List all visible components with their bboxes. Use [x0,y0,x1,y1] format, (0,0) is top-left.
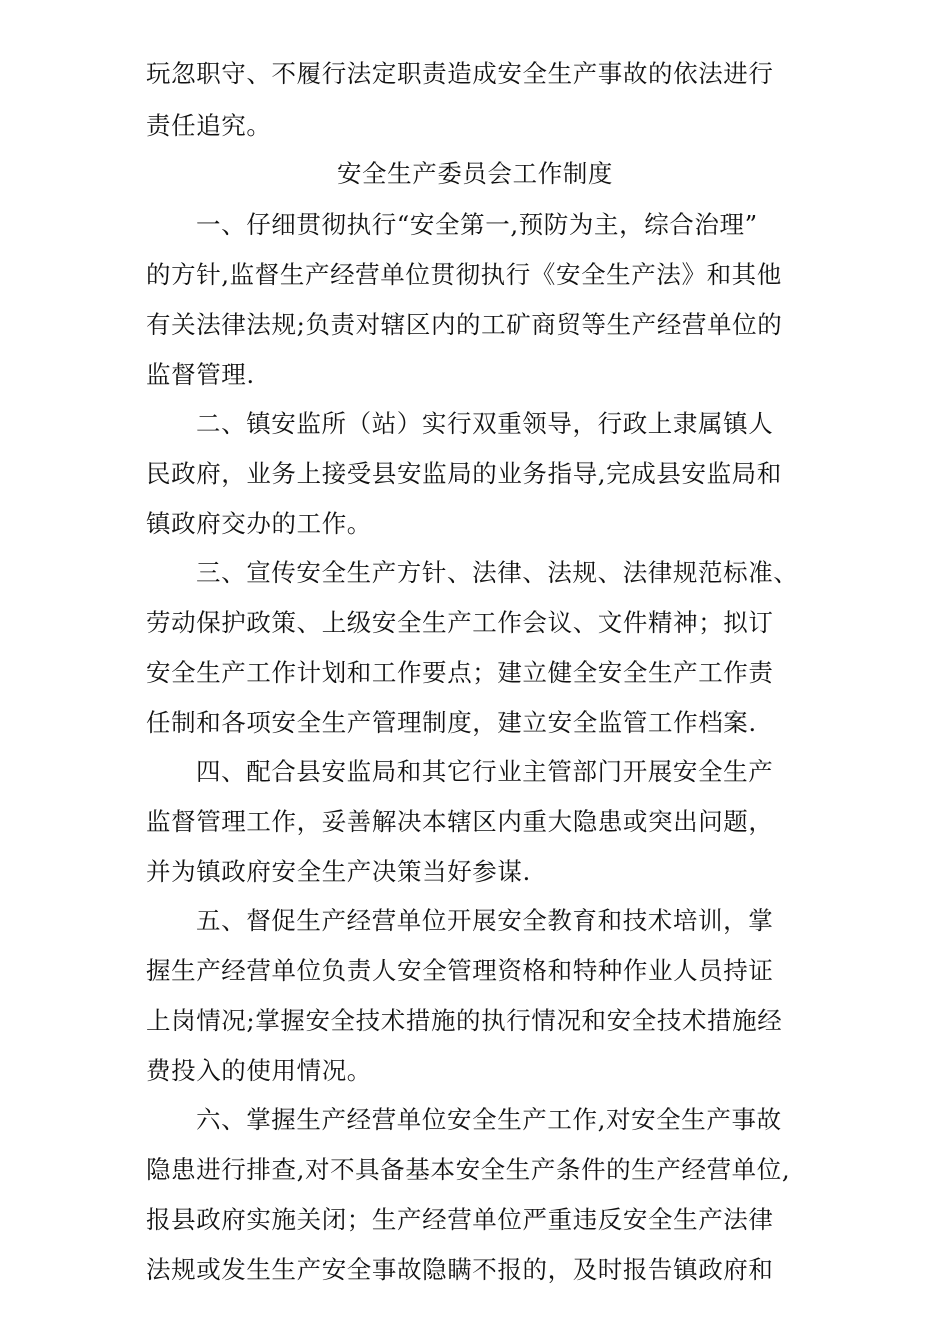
body-line: 玩忽职守、不履行法定职责造成安全生产事故的依法进行 [146,59,774,88]
paragraph-line: 五、督促生产经营单位开展安全教育和技术培训，掌 [196,906,774,935]
paragraph-line: 六、掌握生产经营单位安全生产工作,对安全生产事故 [196,1105,782,1134]
section-title: 安全生产委员会工作制度 [336,159,614,188]
paragraph-line: 的方针,监督生产经营单位贯彻执行《安全生产法》和其他 [146,260,782,289]
paragraph-line: 三、宣传安全生产方针、法律、法规、法律规范标准、 [196,558,799,587]
paragraph-line: 任制和各项安全生产管理制度，建立安全监管工作档案. [146,708,757,737]
paragraph-line: 民政府，业务上接受县安监局的业务指导,完成县安监局和 [146,459,782,488]
paragraph-line: 有关法律法规;负责对辖区内的工矿商贸等生产经营单位的 [146,310,783,339]
paragraph-line: 二、镇安监所（站）实行双重领导，行政上隶属镇人 [196,409,774,438]
paragraph-line: 安全生产工作计划和工作要点；建立健全安全生产工作责 [146,658,774,687]
paragraph-line: 费投入的使用情况。 [146,1056,372,1085]
paragraph-line: 镇政府交办的工作。 [146,509,372,538]
paragraph-line: 监督管理工作，妥善解决本辖区内重大隐患或突出问题， [146,807,774,836]
paragraph-line: 一、仔细贯彻执行“安全第一,预防为主，综合治理” [196,210,758,239]
paragraph-line: 报县政府实施关闭；生产经营单位严重违反安全生产法律 [146,1205,774,1234]
paragraph-line: 监督管理. [146,360,255,389]
paragraph-line: 四、配合县安监局和其它行业主管部门开展安全生产 [196,757,774,786]
paragraph-line: 劳动保护政策、上级安全生产工作会议、文件精神；拟订 [146,608,774,637]
paragraph-line: 并为镇政府安全生产决策当好参谋. [146,857,531,886]
paragraph-line: 上岗情况;掌握安全技术措施的执行情况和安全技术措施经 [146,1006,783,1035]
body-line: 责任追究。 [146,111,272,140]
paragraph-line: 隐患进行排查,对不具备基本安全生产条件的生产经营单位, [146,1155,791,1184]
paragraph-line: 握生产经营单位负责人安全管理资格和特种作业人员持证 [146,956,774,985]
paragraph-line: 法规或发生生产安全事故隐瞒不报的，及时报告镇政府和 [146,1255,774,1284]
